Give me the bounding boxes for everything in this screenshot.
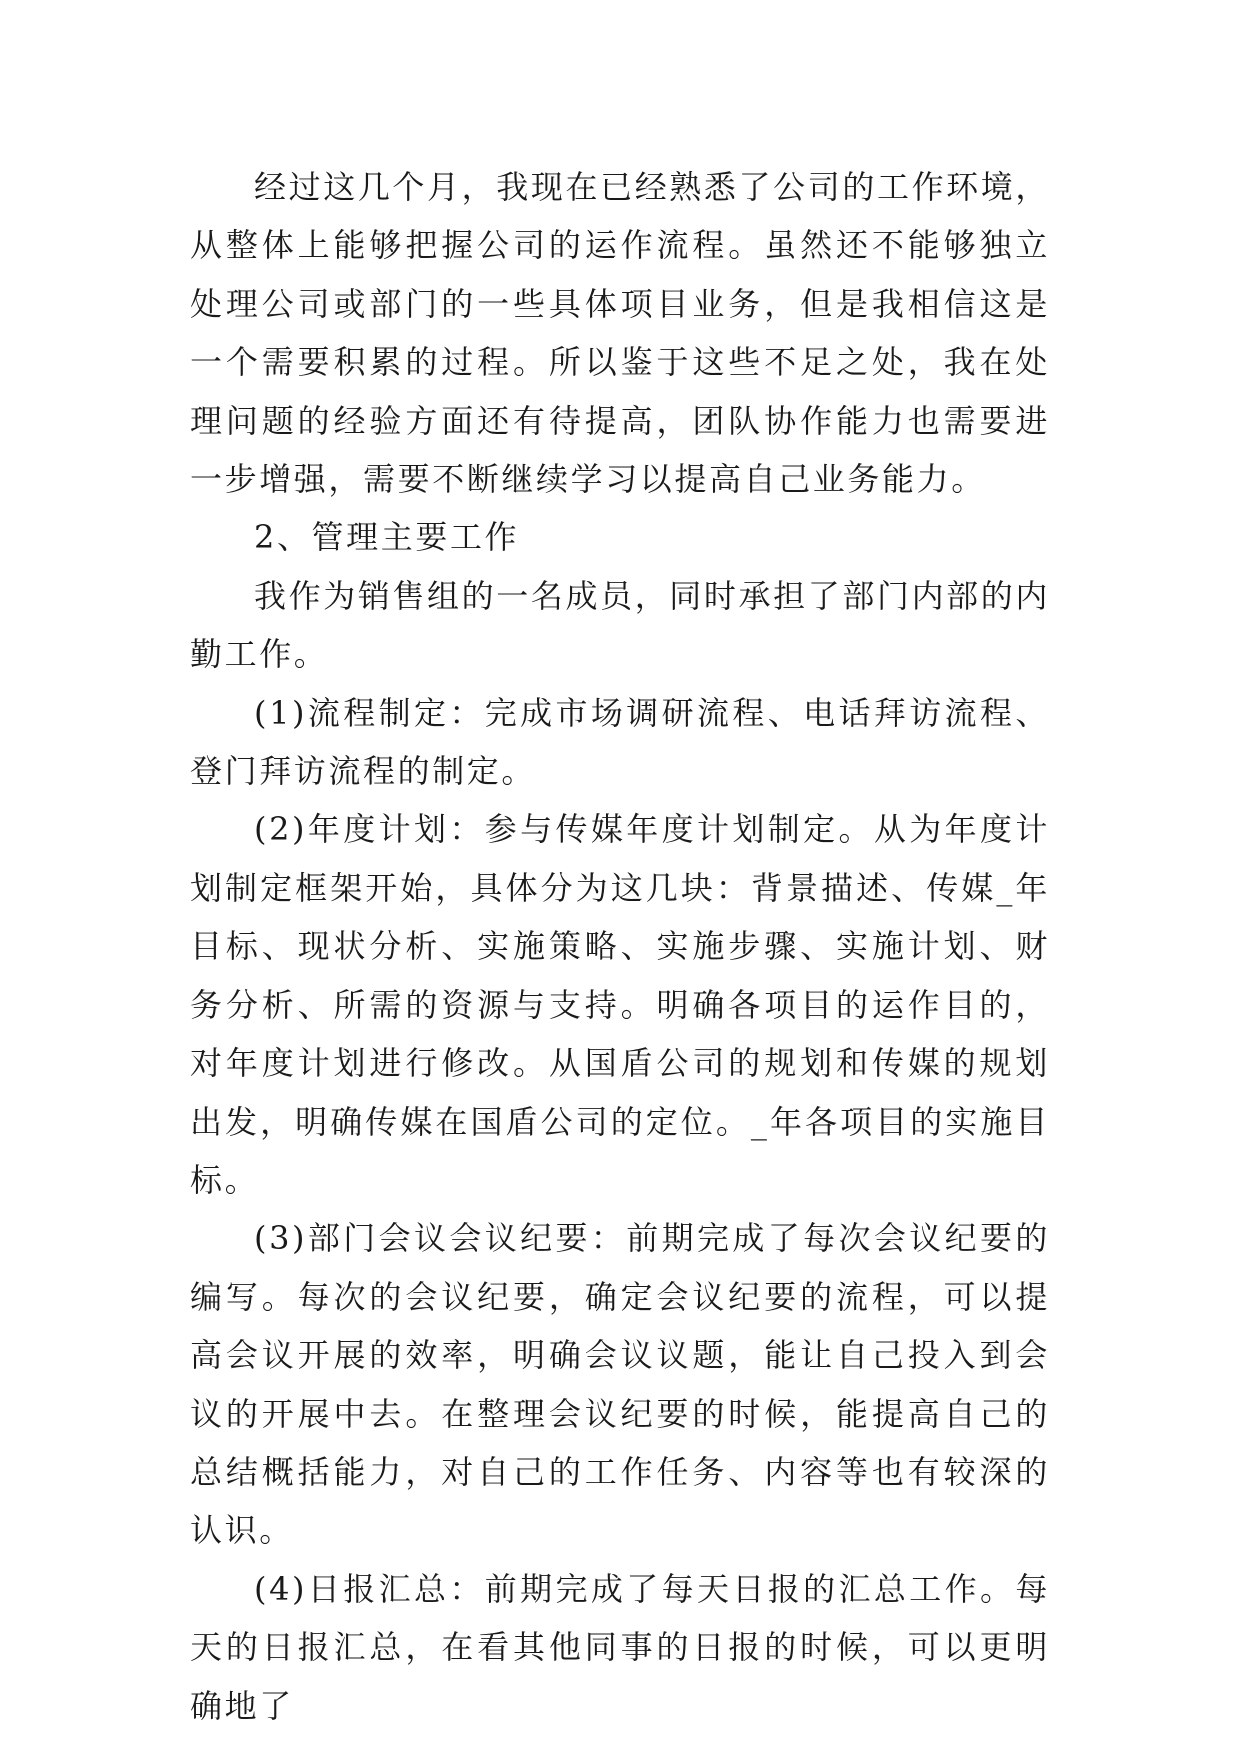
document-body [190, 158, 1050, 1735]
paragraph-meeting-minutes: (3)部门会议会议纪要：前期完成了每次会议纪要的编写。每次的会议纪要，确定会议纪要的流程，可以提高会议开展的效率，明确会议议题，能让自己投入到会议的开展中去。在整理会议纪要的时候，能提高自己的总结概括能力，对自己的工作任务、内容等也有较深的认识。 [190, 1219, 1050, 1550]
paragraph-sales-role: 我作为销售组的一名成员，同时承担了部门内部的内勤工作。 [190, 576, 1050, 674]
paragraph-process-design: (1)流程制定：完成市场调研流程、电话拜访流程、登门拜访流程的制定。 [190, 693, 1050, 791]
section-heading-main-work: 2、管理主要工作 [254, 518, 520, 557]
paragraph-annual-plan: (2)年度计划：参与传媒年度计划制定。从为年度计划制定框架开始，具体分为这几块：背景描述、传媒_年目标、现状分析、实施策略、实施步骤、实施计划、财务分析、所需的资源与支持。明确各项目的运作目的，对年度计划进行修改。从国盾公司的规划和传媒的规划出发，明确传媒在国盾公司的定位。_年各项目的实施目标。 [190, 810, 1050, 1199]
paragraph-work-environment: 经过这几个月，我现在已经熟悉了公司的工作环境，从整体上能够把握公司的运作流程。虽然还不能够独立处理公司或部门的一些具体项目业务，但是我相信这是一个需要积累的过程。所以鉴于这些不足之处，我在处理问题的经验方面还有待提高，团队协作能力也需要进一步增强，需要不断继续学习以提高自己业务能力。 [190, 168, 1050, 499]
paragraph-daily-report: (4)日报汇总：前期完成了每天日报的汇总工作。每天的日报汇总，在看其他同事的日报的时候，可以更明确地了 [190, 1569, 1050, 1725]
